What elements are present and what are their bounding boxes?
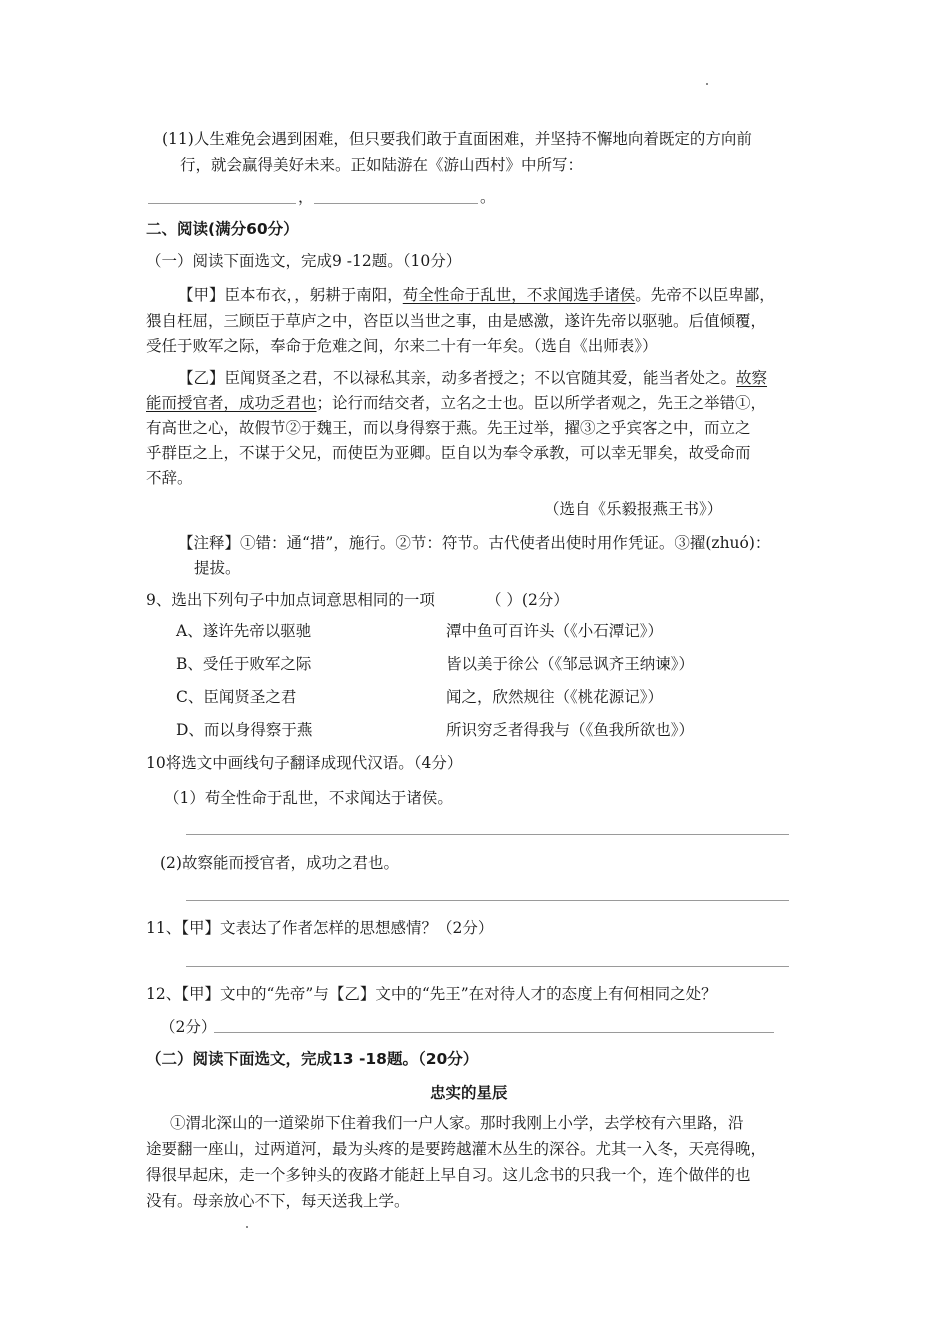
q9-option-c-right: 闻之，欣然规往（《桃花源记》） bbox=[446, 688, 664, 706]
q12-stem: 12、【甲】文中的“先帝”与【乙】文中的“先王”在对待人才的态度上有何相同之处？ bbox=[146, 985, 717, 1003]
q11-answer-line[interactable] bbox=[186, 966, 789, 967]
blank-comma: ， bbox=[298, 188, 314, 206]
scan-dot-bottom bbox=[246, 1226, 248, 1228]
jia-text-b: 。先帝不以臣卑鄙， bbox=[635, 286, 775, 304]
note-line1: 【注释】①错：通“措”，施行。②节：符节。古代使者出使时用作凭证。③擢(zhuó)： bbox=[178, 534, 771, 552]
yi-underlined-a: 故察 bbox=[736, 369, 768, 387]
q11-fill-line1: (11)人生难免会遇到困难，但只要我们敢于直面困难，并坚持不懈地向着既定的方向前 bbox=[162, 130, 752, 148]
blank-period: 。 bbox=[480, 188, 496, 206]
passage-yi-line4: 乎群臣之上，不谋于父兄，而使臣为亚卿。臣自以为奉令承教，可以幸无罪矣，故受命而 bbox=[146, 444, 751, 462]
jia-underlined-sentence: 苟全性命于乱世，不求闻选手诸侯 bbox=[402, 286, 636, 304]
passage-jia-line1 bbox=[178, 284, 775, 306]
q9-option-c-left: C、臣闻贤圣之君 bbox=[176, 688, 297, 706]
story-title: 忠实的星辰 bbox=[430, 1084, 508, 1102]
story-line4: 没有。母亲放心不下，每天送我上学。 bbox=[146, 1192, 410, 1210]
part1-heading: （一）阅读下面选文，完成9 -12题。（10分） bbox=[146, 252, 462, 270]
q9-option-d-left: D、而以身得察于燕 bbox=[176, 721, 313, 739]
story-line3: 得很早起床，走一个多钟头的夜路才能赶上早自习。这儿念书的只我一个，连个做伴的也 bbox=[146, 1166, 751, 1184]
q9-option-b-right: 皆以美于徐公（《邹忌讽齐王纳谏》） bbox=[446, 655, 695, 673]
answer-blank-1[interactable] bbox=[148, 203, 296, 204]
story-line2: 途要翻一座山，过两道河，最为头疼的是要跨越灌木丛生的深谷。尤其一入冬，天亮得晚， bbox=[146, 1140, 767, 1158]
passage-yi-source: （选自《乐毅报燕王书》） bbox=[544, 500, 723, 518]
passage-yi-line2 bbox=[146, 392, 766, 414]
yi-text-a: 【乙】臣闻贤圣之君，不以禄私其亲，动多者授之；不以官随其爱，能当者处之。 bbox=[178, 369, 737, 387]
note-line2: 提拔。 bbox=[194, 559, 241, 577]
q9-option-a-right: 潭中鱼可百许头（《小石潭记》） bbox=[446, 622, 664, 640]
q12-score: （2分） bbox=[160, 1018, 217, 1036]
q10-answer-line-1[interactable] bbox=[186, 834, 789, 835]
part2-heading: （二）阅读下面选文，完成13 -18题。（20分） bbox=[146, 1050, 479, 1068]
story-line1: ①渭北深山的一道梁峁下住着我们一户人家。那时我刚上小学，去学校有六里路，沿 bbox=[170, 1114, 744, 1132]
q10-answer-line-2[interactable] bbox=[186, 900, 789, 901]
jia-text-a: 【甲】臣本布衣，，躬耕于南阳， bbox=[178, 286, 403, 304]
q11-fill-line2: 行，就会赢得美好未来。正如陆游在《游山西村》中所写： bbox=[180, 156, 584, 174]
q11-stem: 11、【甲】文表达了作者怎样的思想感情？（2分） bbox=[146, 919, 494, 937]
q10-sentence-2: (2)故察能而授官者，成功之君也。 bbox=[160, 854, 399, 872]
q12-answer-line[interactable] bbox=[214, 1032, 774, 1033]
passage-yi-line1 bbox=[178, 367, 767, 389]
q9-stem: 9、选出下列句子中加点词意思相同的一项 bbox=[146, 591, 435, 609]
q10-sentence-1: （1）苟全性命于乱世，不求闻达于诸侯。 bbox=[164, 789, 453, 807]
q9-answer-paren[interactable]: （ ）(2分） bbox=[486, 591, 569, 609]
passage-yi-line3: 有高世之心，故假节②于魏王，而以身得察于燕。先王过举，擢③之乎宾客之中，而立之 bbox=[146, 419, 751, 437]
answer-blank-2[interactable] bbox=[314, 203, 478, 204]
q9-option-d-right: 所识穷乏者得我与（《鱼我所欲也》） bbox=[446, 721, 695, 739]
passage-jia-line2: 猥自枉屈，三顾臣于草庐之中，咨臣以当世之事，由是感激，遂许先帝以驱驰。后值倾覆， bbox=[146, 312, 767, 330]
passage-jia-line3: 受任于败军之际，奉命于危难之间，尔来二十有一年矣。（选自《出师表》） bbox=[146, 337, 658, 355]
q10-stem: 10将选文中画线句子翻译成现代汉语。（4分） bbox=[146, 754, 463, 772]
section-title: 二、阅读(满分60分） bbox=[146, 220, 299, 238]
q9-option-b-left: B、受任于败军之际 bbox=[176, 655, 312, 673]
passage-yi-line5: 不辞。 bbox=[146, 469, 193, 487]
yi-text-b: ；论行而结交者，立名之士也。臣以所学者观之，先王之举错①， bbox=[316, 394, 767, 412]
scan-dot bbox=[706, 83, 708, 85]
q9-option-a-left: A、遂许先帝以驱驰 bbox=[176, 622, 312, 640]
yi-underlined-b: 能而授官者，成功乏君也 bbox=[146, 394, 317, 412]
